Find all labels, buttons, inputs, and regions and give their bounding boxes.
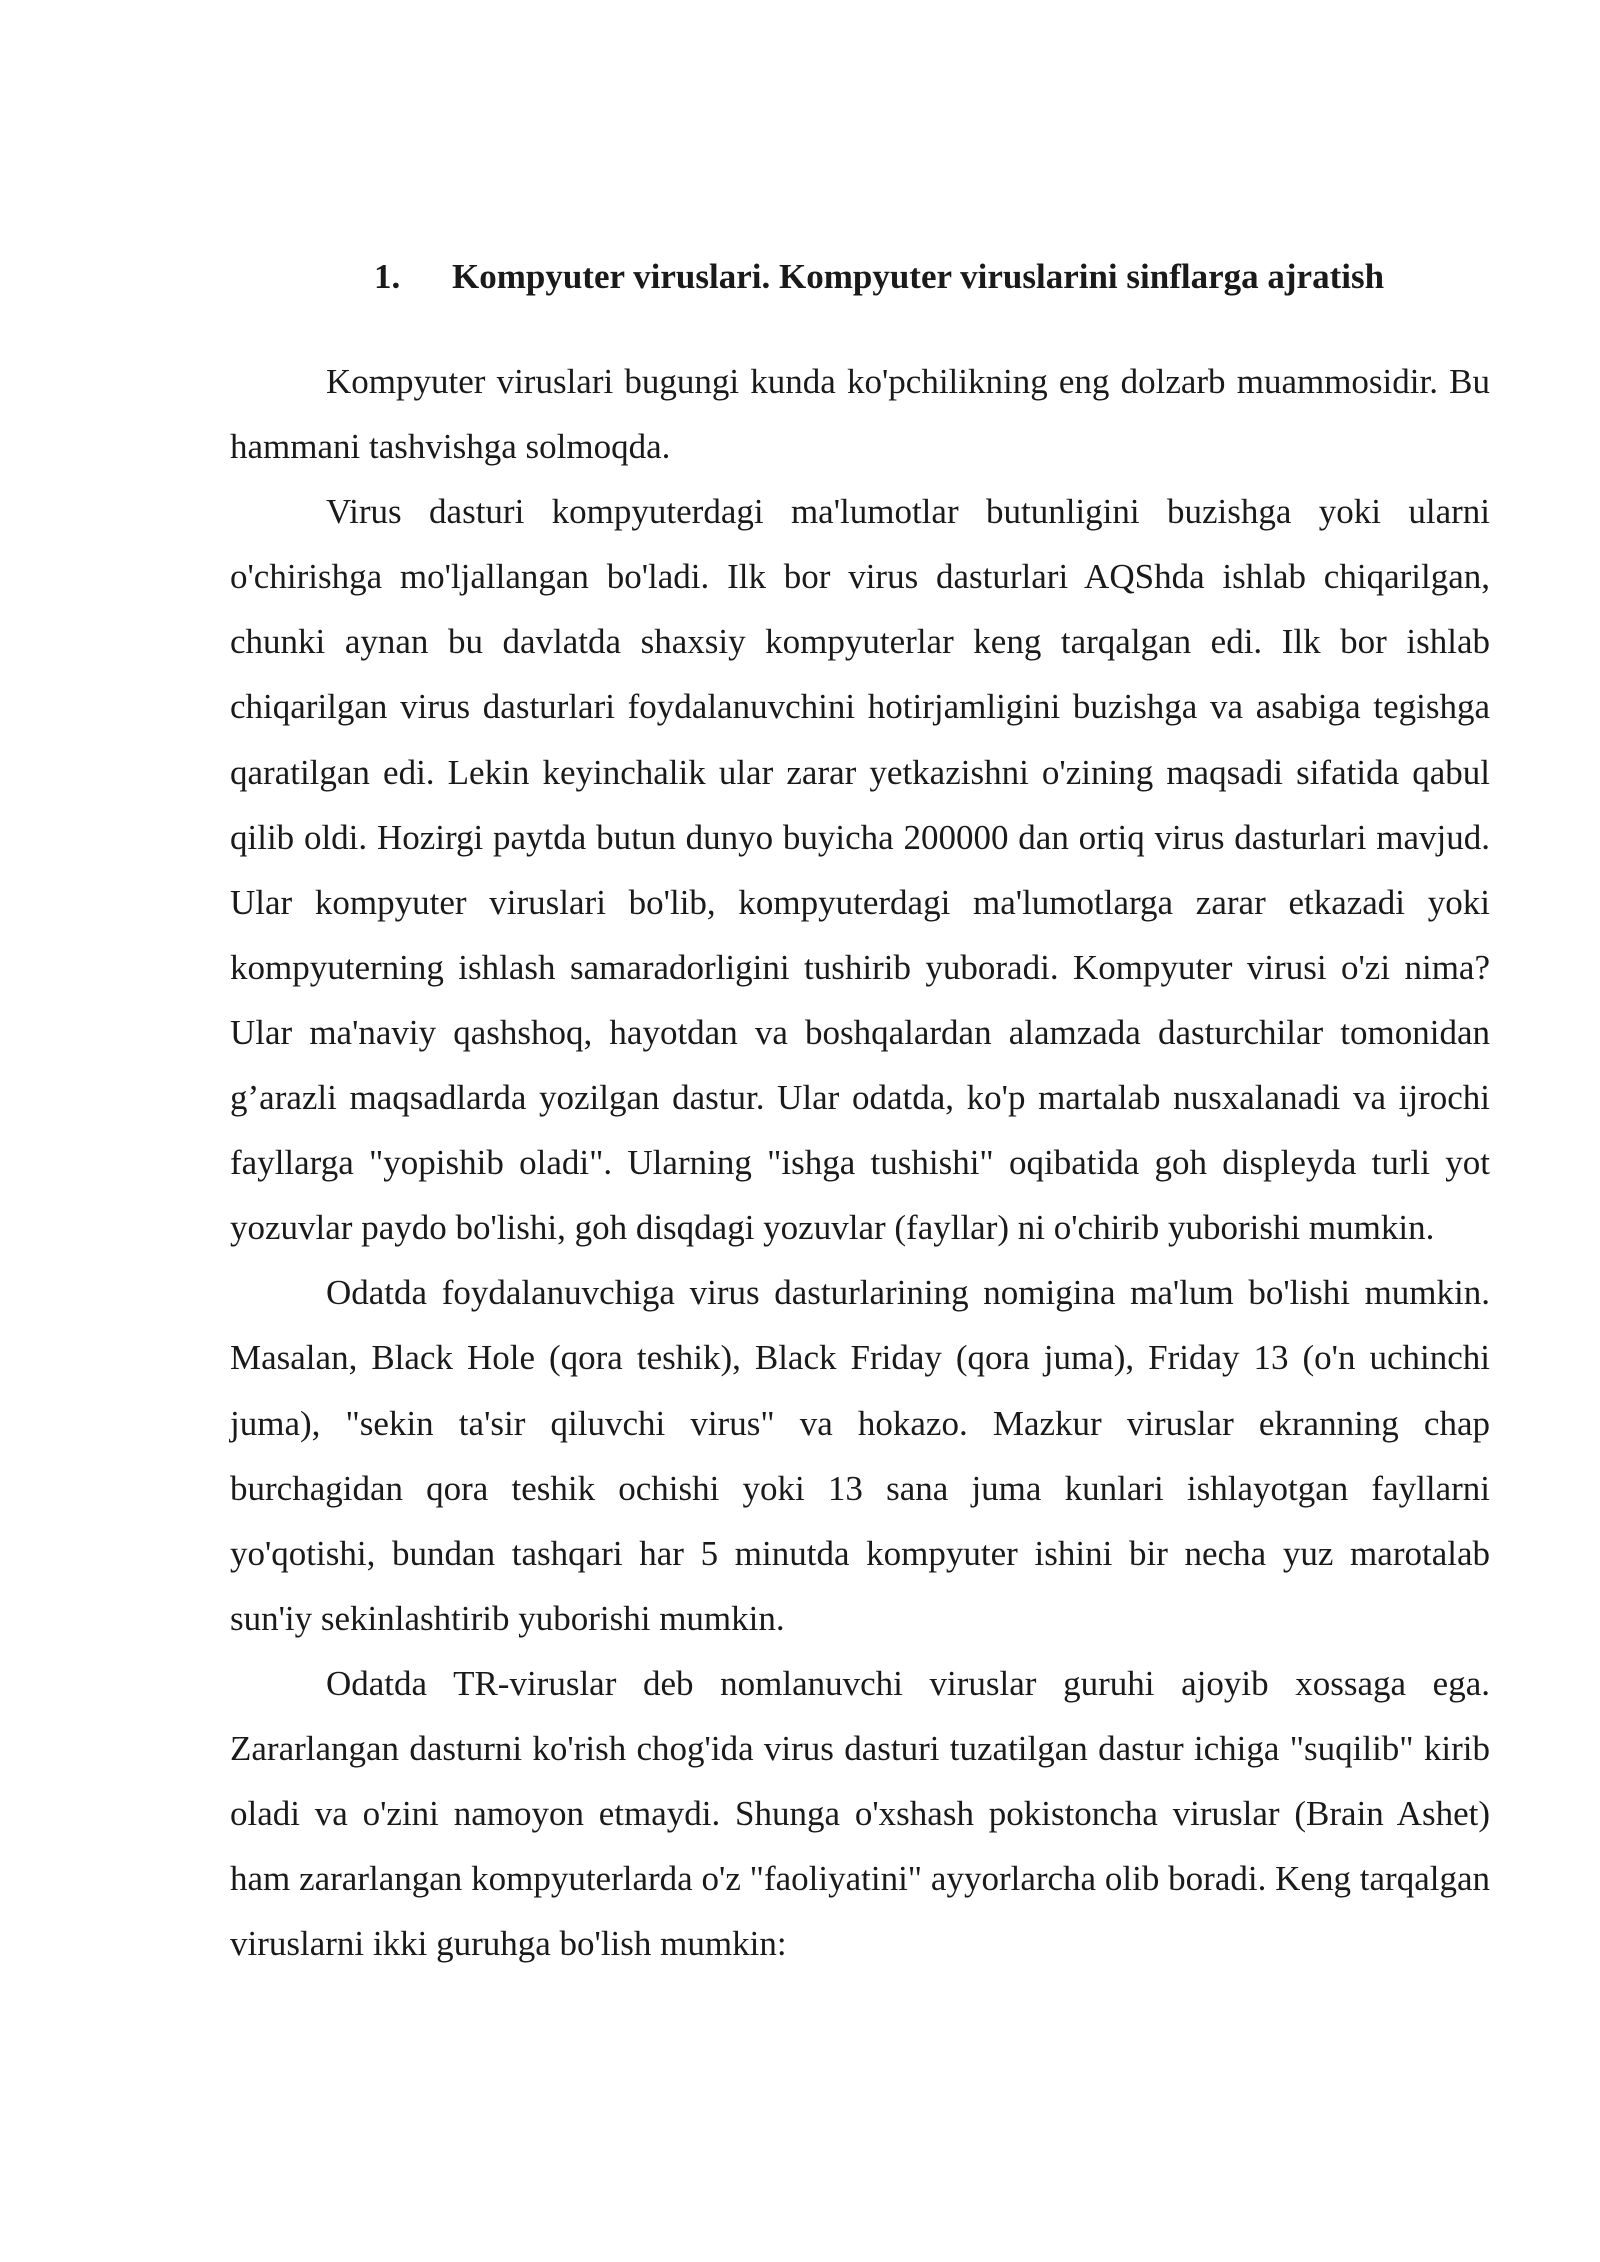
paragraph-3: Odatda foydalanuvchiga virus dasturlarining nomigina ma'lum bo'lishi mumkin. Masalan, Black Hole (qora teshik), Black Friday (qora juma), Friday 13 (o'n uchinchi juma), "sekin ta'sir qiluvchi virus" va hokazo. Mazkur viruslar ekranning chap burchagidan qora teshik ochishi yoki 13 sana juma kunlari ishlayotgan fayllarni yo'qotishi, bundan tashqari har 5 minutda kompyuter ishini bir necha yuz marotalab sun'iy sekinlashtirib yuborishi mumkin.	[230, 1273, 1490, 1638]
paragraph-2: Virus dasturi kompyuterdagi ma'lumotlar butunligini buzishga yoki ularni o'chirishga mo'ljallangan bo'ladi. Ilk bor virus dasturlari AQShda ishlab chiqarilgan, chunki aynan bu davlatda shaxsiy kompyuterlar keng tarqalgan edi. Ilk bor ishlab chiqarilgan virus dasturlari foydalanuvchini hotirjamligini buzishga va asabiga tegishga qaratilgan edi. Lekin keyinchalik ular zarar yetkazishni o'zining maqsadi sifatida qabul qilib oldi. Hozirgi paytda butun dunyo buyicha 200000 dan ortiq virus dasturlari mavjud. Ular kompyuter viruslari bo'lib, kompyuterdagi ma'lumotlarga zarar etkazadi yoki kompyuterning ishlash samaradorligini tushirib yuboradi. Kompyuter virusi o'zi nima? Ular ma'naviy qashshoq, hayotdan va boshqalardan alamzada dasturchilar tomonidan g’arazli maqsadlarda yozilgan dastur. Ular odatda, ko'p martalab nusxalanadi va ijrochi fayllarga "yopishib oladi". Ularning "ishga tushishi" oqibatida goh displeyda turli yot yozuvlar paydo bo'lishi, goh disqdagi yozuvlar (fayllar) ni o'chirib yuborishi mumkin.	[230, 492, 1490, 1248]
section-title: Kompyuter viruslari. Kompyuter viruslarini sinflarga ajratish	[452, 257, 1385, 296]
section-heading	[374, 252, 1524, 302]
paragraph-4: Odatda TR-viruslar deb nomlanuvchi viruslar guruhi ajoyib xossaga ega. Zararlangan dasturni ko'rish chog'ida virus dasturi tuzatilgan dastur ichiga "suqilib" kirib oladi va o'zini namoyon etmaydi. Shunga o'xshash pokistoncha viruslar (Brain Ashet) ham zararlangan kompyuterlarda o'z "faoliyatini" ayyorlarcha olib boradi. Keng tarqalgan viruslarni ikki guruhga bo'lish mumkin:	[230, 1663, 1490, 1964]
body-text	[230, 349, 1490, 1976]
paragraph-1: Kompyuter viruslari bugungi kunda ko'pchilikning eng dolzarb muammosidir. Bu hammani tashvishga solmoqda.	[230, 362, 1490, 467]
section-number: 1.	[374, 257, 401, 296]
